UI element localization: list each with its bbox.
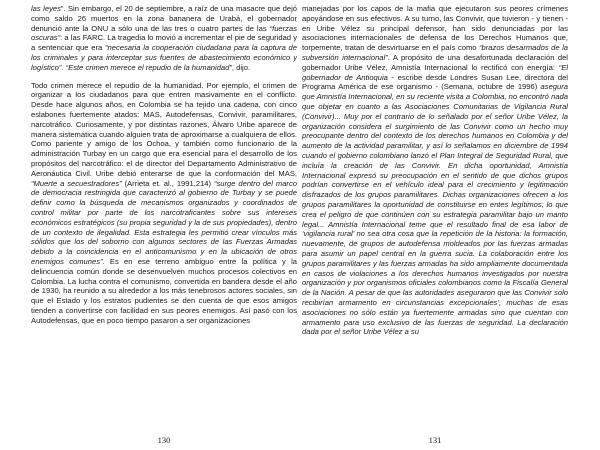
text-run: . Es en ese terreno ambiguo entre la política y la delincuencia común donde se desenvuelven muchos procesos colectivos en Colombia. La lucha contra el comunismo, convertida en bandera desde el año de 1930, ha reunido a su alrededor a los más tenebrosos actores sociales, sin que el Estado y los estratos pudientes se den cuenta de que esos amigos tienden a convertirse con facilidad en sus peores enemigos. Así pasó con los Autodefensas, que en poco tiempo pasaron a ser organizaciones [31, 256, 297, 325]
italic-text-run: “Muerte a secuestradores” [31, 178, 122, 188]
text-run: Todo crimen merece el repudio de la humanidad. Por ejemplo, el crimen de organizar a los ciudadanos para que entren masivamente en el conflicto. Desde hace algunos años, en Colombia se ha tejido una cadena, con cinco eslabones fuertemente atados: MAS, Autodefensas, Convivir, paramilitares, narcotráfico. Curiosamente, y por distintas razones, Álvaro Uribe aparece de manera sistemática cuando alguien trata de aproximarse a cualquiera de ellos. Como pariente y amigo de los Ochoa, y también como funcionario de la administración Turbay en un cargo que era esencial para el desarrollo de los propósitos del narcotráfico: el de director del Departamento Administrativo de Aeronáutica Civil. Uribe debió enterarse de que la conformación del MAS, [31, 80, 297, 178]
right-page [302, 4, 568, 445]
text-run: , dijo. [231, 62, 251, 72]
italic-text-run: “brazos desarmados de la subversión internacional” [302, 43, 568, 62]
right-page-number: 131 [428, 435, 442, 445]
italic-text-run: “fuerzas oscuras” [31, 23, 297, 43]
text-run: (Arrieta et. al., 1991,214) [121, 178, 214, 188]
left-page-number: 130 [157, 435, 171, 445]
left-page [31, 4, 297, 445]
right-paragraph [302, 4, 568, 337]
italic-text-run: “El gobernador de Antioquia [302, 62, 568, 82]
left-paragraph [31, 4, 297, 73]
italic-text-run: las leyes [31, 4, 61, 13]
left-paragraph [31, 81, 297, 326]
italic-text-run: “surge dentro del marco de democracia restringida que caracterizó al gobierno de Turbay y se puede definir como la búsqueda de mecanismos organizados y coordinados de control militar por parte de los narcotraficantes sobre sus intereses económicos estratégicos (su propia seguridad y la de sus propiedades), dentro de un contexto de ilegalidad. Esta estrategia les permitió crear vínculos más sólidos que los del soborno con algunos sectores de las Fuerzas Armadas debido a la coincidencia en el anticomunismo y en la ubicación de otros enemigos comunes” [31, 178, 297, 266]
right-page-body [302, 4, 568, 428]
text-run: ”. Sin embargo, el 20 de septiembre, a raíz de una masacre que dejó como saldo 26 muertos en la zona bananera de Urabá, el gobernador denunció ante la ONU a sólo una de las tres o cuatro partes de las [31, 4, 297, 33]
italic-text-run: asegura que Amnistía Internacional, en su reciente visita a Colombia, no encontró nada que objetar en cuanto a las Asociaciones Comunitarias de Vigilancia Rural (Convivir)... Muy por el contrario de lo señalado por el señor Uribe Vélez, la organización considera el surgimiento de las Convivir como un hecho muy preocupante dentro del contexto de los derechos humanos en Colombia y del aumento de la actividad paramilitar, y así lo señalamos en diciembre de 1994 cuando el gobierno colombiano lanzó el Plan Integral de Seguridad Rural, que incluía la creación de las Convivir. En dicha oportunidad, Amnistía Internacional expresó su preocupación en el sentido de que dichos grupos podrían convertirse en el vehículo ideal para el crecimiento y legitimación disfrazados de los grupos paramilitares. Dichas organizaciones ofrecen a los grupos paramilitares la oportunidad de constituirse en entes legítimos; lo que crea el peligro de que continúen con su estrategia paramilitar bajo un manto legal... Amnistía Internacional teme que el resultado final de esa labor de ‘vigilancia rural’ no sea otra cosa que la repetición de la historia: la formación, nuevamente, de grupos de autodefensa moldeados por las fuerzas armadas para asumir un papel central en la guerra sucia. La colaboración entre los grupos paramilitares y las fuerzas armadas ha sido ampliamente documentada en casos de violaciones a los derechos humanos investigados por nuestra organización y por organismos oficiales colombianos como la Fiscalía General de la Nación. A pesar de que las autoridades aseguraron que las Convivir solo recibirían armamento en circunstancias excepcionales’, muchas de esas asociaciones no sólo están ya fuertemente armadas sino que cuentan con armamento para uso exclusivo de las fuerzas de seguridad. La declaración dada por el señor Uribe Vélez a su [302, 82, 568, 337]
text-run: . A propósito de una desafortunada declaración del gobernador Uribe Vélez, Amnistía Internacional lo rectificó con energía: [302, 52, 568, 72]
italic-text-run: “necesaria la cooperación ciudadana para la captura de los criminales y para interceptar sus fuentes de abastecimiento económico y logístico”. “Este crimen merece el repudio de la humanidad” [31, 43, 297, 72]
text-run: : a las FARC. La tragedia lo movió a incrementar el pie de seguridad y a sentenciar que era [31, 33, 297, 53]
text-run: manejadas por los capos de la mafia que ejecutaron sus peores crímenes apoyándose en sus efectivos. A su turno, las Convivir, que tuvieron - y tienen - en Uribe Vélez su principal defensor, han sido denunciadas por las asociaciones internacionales de defensa de los Derechos Humanos que, torpemente, tratan de desvirtuarse en el país como [302, 4, 568, 53]
left-page-body [31, 4, 297, 428]
text-run: - escribe desde Londres Susan Lee, directora del Programa América de ese organismo - (Semana, octubre de 1996) [302, 72, 568, 92]
